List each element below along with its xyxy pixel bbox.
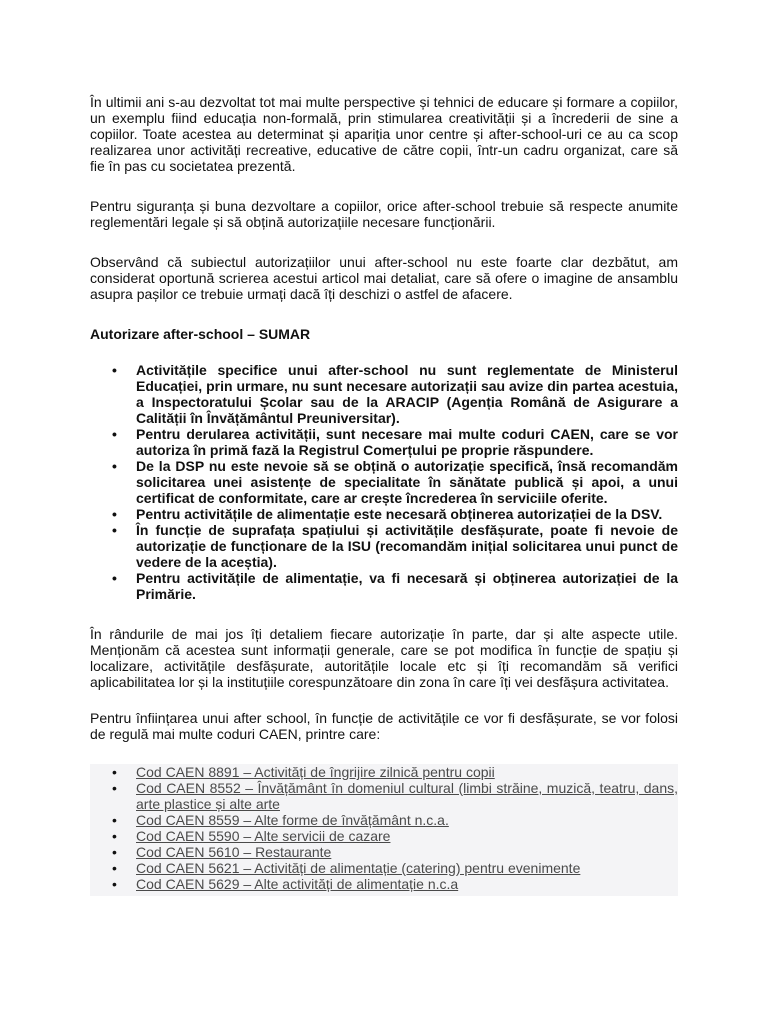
caen-link-5610[interactable]: Cod CAEN 5610 – Restaurante — [136, 844, 332, 860]
summary-item: • De la DSP nu este nevoie să se obțină o autorizație specifică, însă recomandăm solicitarea unei asistențe de specialitate în sănătate publică și apoi, a unui certificat de conformitate, care ar crește încrederea în serviciile oferite. — [90, 458, 678, 506]
intro-paragraph: În ultimii ani s-au dezvoltat tot mai multe perspective și tehnici de educare și formare a copiilor, un exemplu fiind educația non-formală, prin stimularea creativității și a încrederii de sine a copiilor. Toate acestea au determinat și apariția unor centre și after-school-uri ce au ca scop realizarea unor activități recreative, educative de către copii, într-un cadru organizat, care să fie în pas cu societatea prezentă. — [90, 94, 678, 174]
caen-link-5621[interactable]: Cod CAEN 5621 – Activități de alimentație (catering) pentru evenimente — [136, 860, 581, 876]
caen-list-item — [90, 860, 678, 876]
caen-link-8891[interactable]: Cod CAEN 8891 – Activități de îngrijire zilnică pentru copii — [136, 764, 495, 780]
caen-list-item — [90, 844, 678, 860]
caen-list-item — [90, 764, 678, 780]
summary-list — [90, 362, 678, 602]
safety-paragraph: Pentru siguranța și buna dezvoltare a copiilor, orice after-school trebuie să respecte anumite reglementări legale și să obțină autorizațiile necesare funcționării. — [90, 198, 678, 230]
article-purpose-paragraph: Observând că subiectul autorizațiilor unui after-school nu este foarte clar dezbătut, am considerat oportună scrierea acestui articol mai detaliat, care să ofere o imagine de ansamblu asupra pașilor ce trebuie urmați dacă îți deschizi o astfel de afacere. — [90, 254, 678, 302]
caen-link-5629[interactable]: Cod CAEN 5629 – Alte activități de alimentație n.c.a — [136, 876, 459, 892]
caen-code-list — [90, 764, 678, 896]
summary-item: • Pentru derularea activității, sunt necesare mai multe coduri CAEN, care se vor autoriza în primă fază la Registrul Comerțului pe proprie răspundere. — [90, 426, 678, 458]
summary-heading: Autorizare after-school – SUMAR — [90, 326, 311, 342]
caen-list-item — [90, 876, 678, 892]
summary-item: • Pentru activitățile de alimentație, va fi necesară și obținerea autorizației de la Primărie. — [90, 570, 678, 602]
caen-link-8552[interactable]: Cod CAEN 8552 – Învățământ în domeniul cultural (limbi străine, muzică, teatru, dans, arte plastice și alte arte — [136, 780, 678, 812]
summary-item: • Activitățile specifice unui after-school nu sunt reglementate de Ministerul Educației, prin urmare, nu sunt necesare autorizații sau avize din partea acestuia, a Inspectoratului Școlar sau de la ARACIP (Agenția Română de Asigurare a Calității în Învățământul Preuniversitar). — [90, 362, 678, 426]
caen-list-item — [90, 812, 678, 828]
caen-list-item — [90, 828, 678, 844]
caen-link-5590[interactable]: Cod CAEN 5590 – Alte servicii de cazare — [136, 828, 391, 844]
summary-item: • Pentru activitățile de alimentație este necesară obținerea autorizației de la DSV. — [90, 506, 678, 522]
summary-item: • În funcție de suprafața spațiului și activitățile desfășurate, poate fi nevoie de autorizație de funcționare de la ISU (recomandăm inițial solicitarea unui punct de vedere de la aceștia). — [90, 522, 678, 570]
caen-link-8559[interactable]: Cod CAEN 8559 – Alte forme de învățământ n.c.a. — [136, 812, 449, 828]
details-paragraph: În rândurile de mai jos îți detaliem fiecare autorizație în parte, dar și alte aspecte utile. Menționăm că acestea sunt informații generale, care se pot modifica în funcție de spațiu și localizare, activitățile desfășurate, autoritățile locale etc și îți recomandăm să verifici aplicabilitatea lor și la instituțiile corespunzătoare din zona în care îți vei desfășura activitatea. — [90, 626, 678, 690]
caen-intro-paragraph: Pentru înființarea unui after school, în funcție de activitățile ce vor fi desfășurate, se vor folosi de regulă mai multe coduri CAEN, printre care: — [90, 710, 678, 742]
caen-list-item — [90, 780, 678, 812]
